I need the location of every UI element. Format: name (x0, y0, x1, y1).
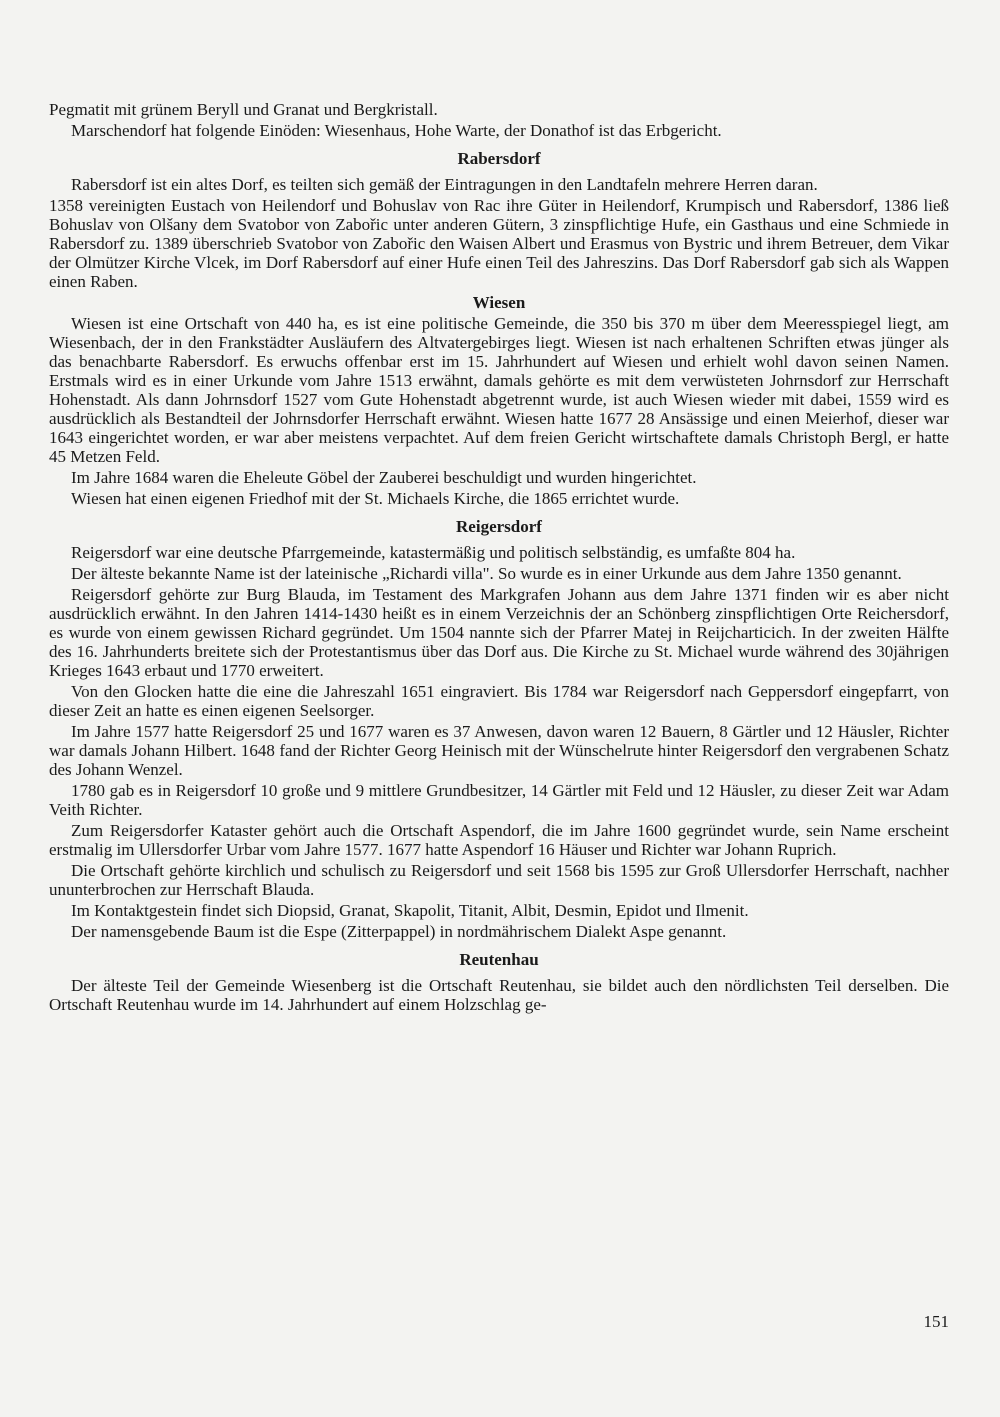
section-heading-reigersdorf: Reigersdorf (456, 517, 542, 536)
section-heading-wiesen: Wiesen (472, 293, 526, 312)
paragraph: Im Jahre 1684 waren die Eheleute Göbel der Zauberei beschuldigt und wurden hingerichtet. (71, 468, 697, 487)
section-heading-rabersdorf: Rabersdorf (457, 149, 541, 168)
paragraph: Im Jahre 1577 hatte Reigersdorf 25 und 1677 waren es 37 Anwesen, davon waren 12 Bauern, 8 Gärtler und 12 Häusler, Richter war damals Johann Hilbert. 1648 fand der Richter Georg Heinisch mit der Wünschelrute hinter Reigersdorf den vergrabenen Schatz des Johann Wenzel. (49, 722, 949, 779)
paragraph: Im Kontaktgestein findet sich Diopsid, Granat, Skapolit, Titanit, Albit, Desmin, Epidot und Ilmenit. (71, 901, 749, 920)
paragraph: Zum Reigersdorfer Kataster gehört auch die Ortschaft Aspendorf, die im Jahre 1600 gegründet wurde, sein Name erscheint erstmalig im Ullersdorfer Urbar vom Jahre 1577. 1677 hatte Aspendorf 16 Häuser und Richter war Johann Ruprich. (49, 821, 949, 859)
paragraph: Von den Glocken hatte die eine die Jahreszahl 1651 eingraviert. Bis 1784 war Reigersdorf nach Geppersdorf eingepfarrt, von dieser Zeit an hatte es einen eigenen Seelsorger. (49, 682, 949, 720)
paragraph: 1358 vereinigten Eustach von Heilendorf und Bohuslav von Rac ihre Güter in Heilendorf, Krumpisch und Rabersdorf, 1386 ließ Bohuslav von Olšany dem Svatobor von Zabořic unter anderen Gütern, 3 zinspflichtige Hufe, ein Gasthaus und eine Schmiede in Rabersdorf zu. 1389 überschrieb Svatobor von Zabořic den Waisen Albert und Erasmus von Bystric und ihrem Betreuer, dem Vikar der Olmützer Kirche Vlcek, im Dorf Rabersdorf auf einer Hufe einen Teil des Jahreszins. Das Dorf Rabersdorf gab sich als Wappen einen Raben. (49, 196, 949, 291)
paragraph: Der älteste Teil der Gemeinde Wiesenberg ist die Ortschaft Reutenhau, sie bildet auch den nördlichsten Teil derselben. Die Ortschaft Reutenhau wurde im 14. Jahrhundert auf einem Holzschlag ge- (49, 976, 949, 1014)
document-page (49, 100, 949, 1016)
paragraph: Die Ortschaft gehörte kirchlich und schulisch zu Reigersdorf und seit 1568 bis 1595 zur Groß Ullersdorfer Herrschaft, nachher ununterbrochen zur Herrschaft Blauda. (49, 861, 949, 899)
paragraph: Der älteste bekannte Name ist der lateinische „Richardi villa". So wurde es in einer Urkunde aus dem Jahre 1350 genannt. (71, 564, 902, 583)
section-heading-reutenhau: Reutenhau (459, 950, 539, 969)
paragraph: Reigersdorf war eine deutsche Pfarrgemeinde, katastermäßig und politisch selbständig, es umfaßte 804 ha. (71, 543, 796, 562)
page-number: 151 (923, 1312, 949, 1331)
paragraph: Reigersdorf gehörte zur Burg Blauda, im Testament des Markgrafen Johann aus dem Jahre 1371 finden wir es aber nicht ausdrücklich erwähnt. In den Jahren 1414-1430 heißt es in einem Verzeichnis der an Schönberg zinspflichtigen Orte Reichersdorf, es wurde von einem gewissen Richard gegründet. Um 1504 nannte sich der Pfarrer Matej in Reijcharticich. In der zweiten Hälfte des 16. Jahrhunderts breitete sich der Protestantismus über das Dorf aus. Die Kirche zu St. Michael wurde während des 30jährigen Krieges 1643 erbaut und 1770 erweitert. (49, 585, 949, 680)
paragraph: Rabersdorf ist ein altes Dorf, es teilten sich gemäß der Eintragungen in den Landtafeln mehrere Herren daran. (71, 175, 818, 194)
paragraph: Marschendorf hat folgende Einöden: Wiesenhaus, Hohe Warte, der Donathof ist das Erbgericht. (71, 121, 722, 140)
paragraph: Der namensgebende Baum ist die Espe (Zitterpappel) in nordmährischem Dialekt Aspe genannt. (71, 922, 727, 941)
paragraph: 1780 gab es in Reigersdorf 10 große und 9 mittlere Grundbesitzer, 14 Gärtler mit Feld und 12 Häusler, zu dieser Zeit war Adam Veith Richter. (49, 781, 949, 819)
paragraph: Pegmatit mit grünem Beryll und Granat und Bergkristall. (49, 100, 438, 119)
paragraph: Wiesen hat einen eigenen Friedhof mit der St. Michaels Kirche, die 1865 errichtet wurde. (71, 489, 680, 508)
paragraph: Wiesen ist eine Ortschaft von 440 ha, es ist eine politische Gemeinde, die 350 bis 370 m über dem Meeresspiegel liegt, am Wiesenbach, der in den Frankstädter Ausläufern des Altvatergebirges liegt. Wiesen ist nach erhaltenen Schriften etwas jünger als das benachbarte Rabersdorf. Es erwuchs offenbar erst im 15. Jahrhundert auf Wiesen und erhielt wohl davon seinen Namen. Erstmals wird es in einer Urkunde vom Jahre 1513 erwähnt, damals gehörte es mit dem verwüsteten Johrnsdorf zur Herrschaft Hohenstadt. Als dann Johrnsdorf 1527 vom Gute Hohenstadt abgetrennt wurde, ist auch Wiesen wieder mit dabei, 1559 wird es ausdrücklich als Bestandteil der Johrnsdorfer Herrschaft erwähnt. Wiesen hatte 1677 28 Ansässige und einen Meierhof, dieser war 1643 eingerichtet worden, er war aber meistens verpachtet. Auf dem freien Gericht wirtschaftete damals Christoph Bergl, er hatte 45 Metzen Feld. (49, 314, 949, 466)
